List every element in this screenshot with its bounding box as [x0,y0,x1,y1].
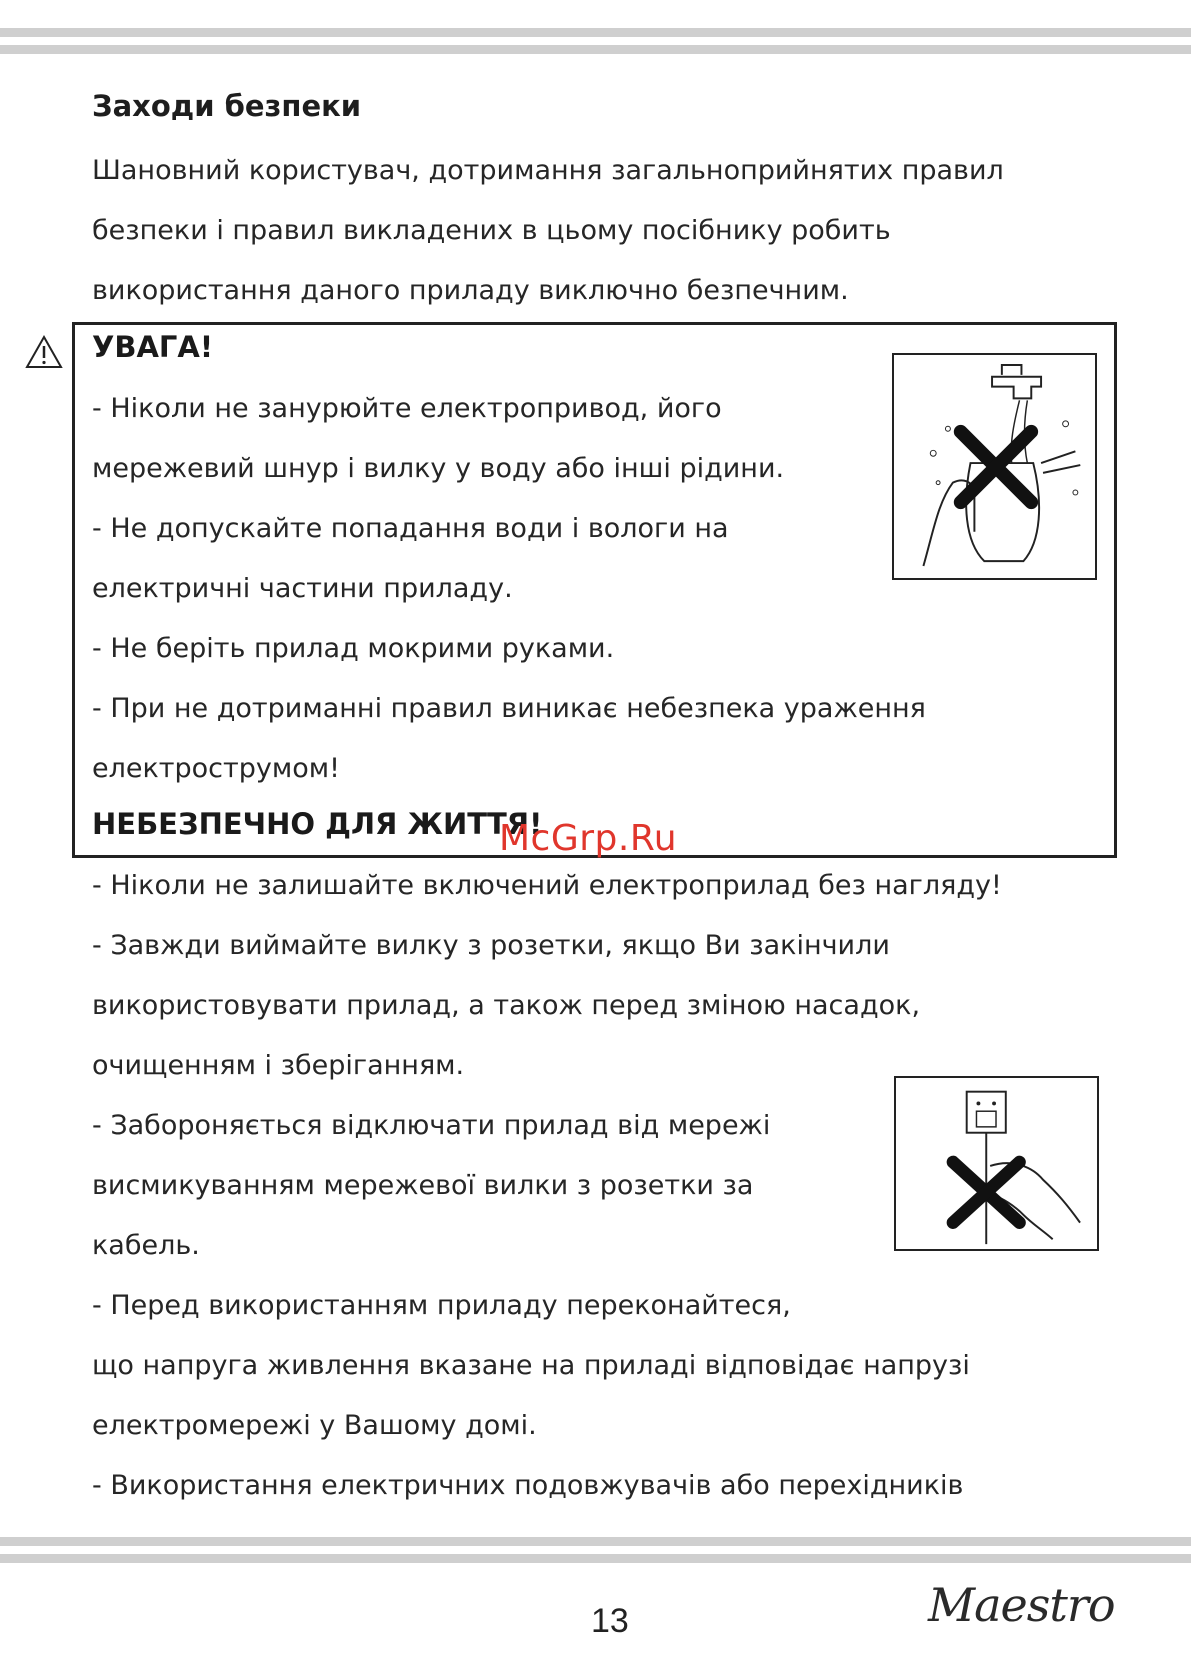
body-line: використовувати прилад, а також перед зміною насадок, [92,990,921,1021]
warning-line: - При не дотриманні правил виникає небезпека ураження [92,693,926,724]
footer-band-2 [0,1554,1191,1563]
header-band-1 [0,28,1191,37]
intro-line: Шановний користувач, дотримання загальноприйнятих правил [92,155,1004,186]
no-pull-cable-illustration [894,1076,1099,1251]
brand-logo: Maestro [928,1578,1115,1632]
warning-heading: УВАГА! [92,330,214,364]
page-number: 13 [591,1602,629,1640]
body-line: - Завжди виймайте вилку з розетки, якщо Ви закінчили [92,930,890,961]
page-title: Заходи безпеки [92,89,362,123]
intro-line: використання даного приладу виключно безпечним. [92,275,849,306]
body-line: кабель. [92,1230,200,1261]
warning-line: - Ніколи не занурюйте електропривод, його [92,393,722,424]
body-line: - Використання електричних подовжувачів або перехідників [92,1470,964,1501]
warning-line: - Не беріть прилад мокрими руками. [92,633,615,664]
footer-band-1 [0,1537,1191,1546]
body-line: електромережі у Вашому домі. [92,1410,537,1441]
warning-icon [24,334,64,370]
body-line: що напруга живлення вказане на приладі відповідає напрузі [92,1350,970,1381]
watermark: McGrp.Ru [499,818,678,859]
body-line: - Перед використанням приладу переконайтеся, [92,1290,791,1321]
no-water-illustration [892,353,1097,580]
header-band-2 [0,45,1191,54]
body-line: - Ніколи не залишайте включений електроприлад без нагляду! [92,870,1002,901]
danger-heading: НЕБЕЗПЕЧНО ДЛЯ ЖИТТЯ! [92,807,543,841]
body-line: - Забороняється відключати прилад від мережі [92,1110,771,1141]
body-line: висмикуванням мережевої вилки з розетки за [92,1170,754,1201]
body-line: очищенням і зберіганням. [92,1050,465,1081]
warning-line: - Не допускайте попадання води і вологи на [92,513,729,544]
warning-line: мережевий шнур і вилку у воду або інші рідини. [92,453,785,484]
warning-line: електричні частини приладу. [92,573,513,604]
warning-line: електрострумом! [92,753,340,784]
intro-line: безпеки і правил викладених в цьому посібнику робить [92,215,891,246]
